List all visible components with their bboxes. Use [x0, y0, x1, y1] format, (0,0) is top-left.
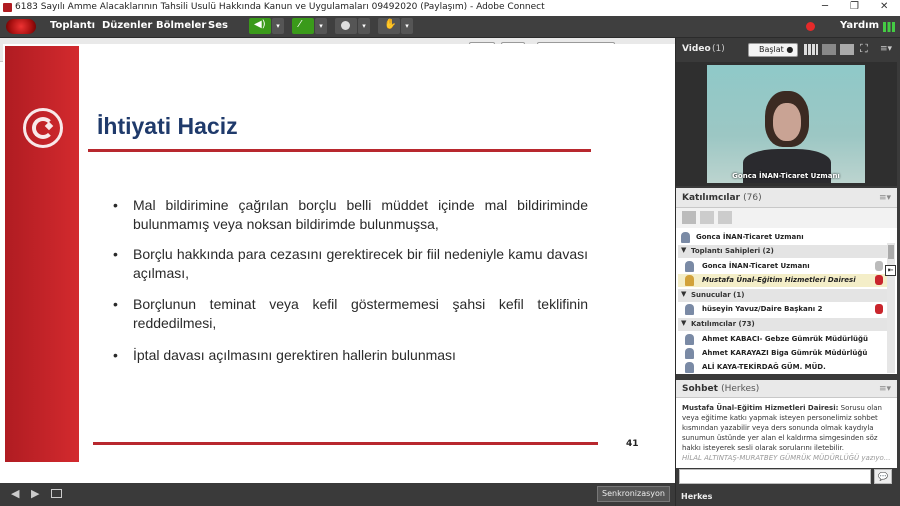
attendee-row[interactable]	[678, 274, 887, 287]
camera-dropdown[interactable]	[358, 18, 370, 34]
send-message-button[interactable]	[874, 469, 892, 484]
person-icon	[685, 334, 694, 345]
menu-meeting[interactable]: Toplantı	[50, 20, 96, 31]
person-icon	[681, 232, 690, 243]
bullet-text-4: İptal davası açılmasını gerektiren hallerin bulunması	[133, 347, 456, 363]
speaker-dropdown[interactable]	[272, 18, 284, 34]
ministry-logo-icon	[23, 108, 63, 148]
chat-message-text: Sorusu olan veya eğitime katkı yapmak isteyen personelimiz sohbet kısmından yazabilir veya ders sonunda olmak kaydıyla sunumun üstünde yer alan el kaldırma simgesinden söz hakkı isteyerek sesli olarak sorularını iletebilir.	[682, 404, 882, 452]
section-participants-label: Katılımcılar (73)	[691, 320, 755, 328]
connection-status-icon	[883, 22, 895, 32]
chat-scope: (Herkes)	[721, 384, 760, 394]
attendees-scrollbar[interactable]	[887, 243, 895, 373]
slide-page-number: 41	[626, 439, 639, 449]
maximize-icon[interactable]: ❐	[850, 1, 859, 12]
hand-icon: ✋	[384, 19, 397, 30]
share-pod-footer	[0, 483, 675, 506]
attendee-name: Gonca İNAN-Ticaret Uzmanı	[702, 262, 810, 270]
chat-typing-indicator: HİLAL ALTINTAŞ-MURATBEY GÜMRÜK MÜDÜRLÜĞÜ yazıyo...	[682, 454, 891, 462]
bullet-marker: •	[113, 246, 118, 262]
attendees-toolbar	[676, 208, 897, 228]
start-video-button[interactable]	[748, 43, 798, 57]
adobe-logo-icon	[6, 19, 36, 34]
microphone-icon	[875, 261, 883, 271]
grid-view-icon[interactable]	[804, 44, 818, 55]
list-view-icon[interactable]	[682, 211, 696, 224]
participant-video[interactable]	[707, 65, 865, 183]
recording-indicator-icon[interactable]	[806, 22, 815, 31]
attendee-name: Ahmet KARAYAZI Biga Gümrük Müdürlüğü	[702, 349, 868, 357]
menu-help[interactable]: Yardım	[840, 20, 880, 31]
attendee-row[interactable]	[678, 333, 887, 346]
section-presenters[interactable]	[678, 289, 887, 302]
chat-sender: Mustafa Ünal-Eğitim Hizmetleri Dairesi:	[682, 404, 839, 412]
slide-title: İhtiyati Haciz	[97, 113, 238, 139]
person-icon	[685, 304, 694, 315]
pod-options-icon[interactable]: ≡▾	[879, 384, 892, 394]
video-caption: Gonca İNAN-Ticaret Uzmanı	[732, 172, 840, 180]
microphone-button[interactable]	[292, 18, 314, 34]
person-icon	[685, 348, 694, 359]
microphone-muted-icon	[875, 275, 883, 285]
section-hosts[interactable]	[678, 245, 887, 258]
sidebar-toggle-icon[interactable]	[51, 489, 62, 498]
attendees-count: (76)	[743, 193, 762, 203]
speaker-button[interactable]	[249, 18, 271, 34]
bullet-text-1: Mal bildirimine çağrılan borçlu belli müddet içinde mal bildiriminde bulunmamış veya noksan bildirimde bulunmuşsa,	[133, 197, 588, 232]
app-icon	[3, 3, 12, 12]
minimize-icon[interactable]: ─	[822, 1, 829, 12]
pod-options-icon[interactable]: ≡▾	[879, 193, 892, 203]
bullet-text-3: Borçlunun teminat veya kefil göstermemesi şahsi kefil teklifinin reddedilmesi,	[133, 296, 588, 331]
next-slide-icon[interactable]: ▶	[31, 487, 40, 500]
bullet-marker: •	[113, 347, 118, 363]
bullet-marker: •	[113, 296, 118, 312]
slide-side-band	[5, 46, 79, 462]
person-icon	[685, 362, 694, 373]
attendee-me-name: Gonca İNAN-Ticaret Uzmanı	[696, 233, 804, 241]
person-icon	[685, 275, 694, 286]
attendee-me[interactable]	[678, 231, 887, 244]
speaker-icon: ◀)	[254, 19, 266, 30]
chat-title-text: Sohbet	[682, 384, 718, 394]
webcam-icon: ●	[786, 45, 794, 54]
pod-options-icon[interactable]: ≡▾	[880, 44, 893, 54]
video-pod-header	[676, 38, 897, 62]
sort-icon[interactable]	[718, 211, 732, 224]
chat-title	[682, 384, 759, 394]
raise-hand-dropdown[interactable]	[401, 18, 413, 34]
chat-bubble-icon: 💬	[878, 472, 888, 481]
chevron-down-icon: ▾	[276, 22, 280, 30]
person-face	[773, 103, 801, 141]
bullet-marker: •	[113, 197, 118, 213]
microphone-muted-icon	[875, 304, 883, 314]
attendee-row[interactable]	[678, 303, 887, 316]
prev-slide-icon[interactable]: ◀	[11, 487, 20, 500]
collapse-arrow-icon: ▼	[681, 246, 687, 254]
chevron-down-icon: ▾	[362, 22, 366, 30]
chevron-down-icon: ▾	[319, 22, 323, 30]
video-area	[676, 62, 897, 186]
video-pod-count: (1)	[712, 44, 725, 54]
window-titlebar	[0, 0, 900, 16]
video-pod-title: Video	[682, 44, 711, 54]
sync-button[interactable]: Senkronizasyon	[597, 486, 670, 502]
section-participants[interactable]	[678, 318, 887, 331]
microphone-icon: ⁄	[299, 19, 301, 30]
attendee-row[interactable]	[678, 260, 887, 273]
attendee-row[interactable]	[678, 361, 887, 374]
footer-line	[93, 442, 598, 445]
person-icon	[685, 261, 694, 272]
attendees-title-text: Katılımcılar	[682, 193, 740, 203]
chat-messages	[676, 398, 897, 468]
attendee-row[interactable]	[678, 347, 887, 360]
section-presenters-label: Sunucular (1)	[691, 291, 745, 299]
bullet-text-2: Borçlu hakkında para cezasını gerektirecek bir fiil nedeniyle kamu davası açılması,	[133, 246, 588, 281]
attendee-name: Mustafa Ünal-Eğitim Hizmetleri Dairesi	[702, 276, 856, 284]
attendee-name: ALİ KAYA-TEKİRDAĞ GÜM. MÜD.	[702, 363, 826, 371]
start-video-label: Başlat	[759, 45, 784, 54]
menu-bar	[0, 16, 900, 37]
filmstrip-view-icon[interactable]	[822, 44, 836, 55]
attendee-name: Ahmet KABACI- Gebze Gümrük Müdürlüğü	[702, 335, 868, 343]
attendees-header	[676, 188, 897, 208]
close-icon[interactable]: ✕	[880, 1, 889, 12]
chevron-down-icon: ▾	[405, 22, 409, 30]
collapse-arrow-icon: ▼	[681, 319, 687, 327]
microphone-dropdown[interactable]	[315, 18, 327, 34]
menu-audio[interactable]: Ses	[208, 20, 228, 31]
attendee-name: hüseyin Yavuz/Daire Başkanı 2	[702, 305, 823, 313]
collapse-panel-icon[interactable]: ⇤	[885, 265, 896, 276]
title-underline	[88, 149, 591, 152]
status-view-icon[interactable]	[700, 211, 714, 224]
presenter-view-icon[interactable]	[840, 44, 854, 55]
attendees-title	[682, 193, 762, 203]
chat-target-selector[interactable]: Herkes	[676, 488, 897, 506]
camera-button[interactable]	[335, 18, 357, 34]
fullscreen-icon[interactable]: ⛶	[860, 42, 868, 55]
collapse-arrow-icon: ▼	[681, 290, 687, 298]
raise-hand-button[interactable]	[378, 18, 400, 34]
scrollbar-thumb[interactable]	[888, 245, 894, 259]
webcam-icon	[341, 21, 350, 30]
chat-input[interactable]	[679, 469, 871, 484]
window-title: 6183 Sayılı Amme Alacaklarının Tahsili Usulü Hakkında Kanun ve Uygulamaları 09492020 (Paylaşım) - Adobe Connect	[15, 2, 545, 12]
menu-pods[interactable]: Bölmeler	[156, 20, 207, 31]
section-hosts-label: Toplantı Sahipleri (2)	[691, 247, 774, 255]
menu-layouts[interactable]: Düzenler	[102, 20, 153, 31]
chat-header	[676, 380, 897, 398]
